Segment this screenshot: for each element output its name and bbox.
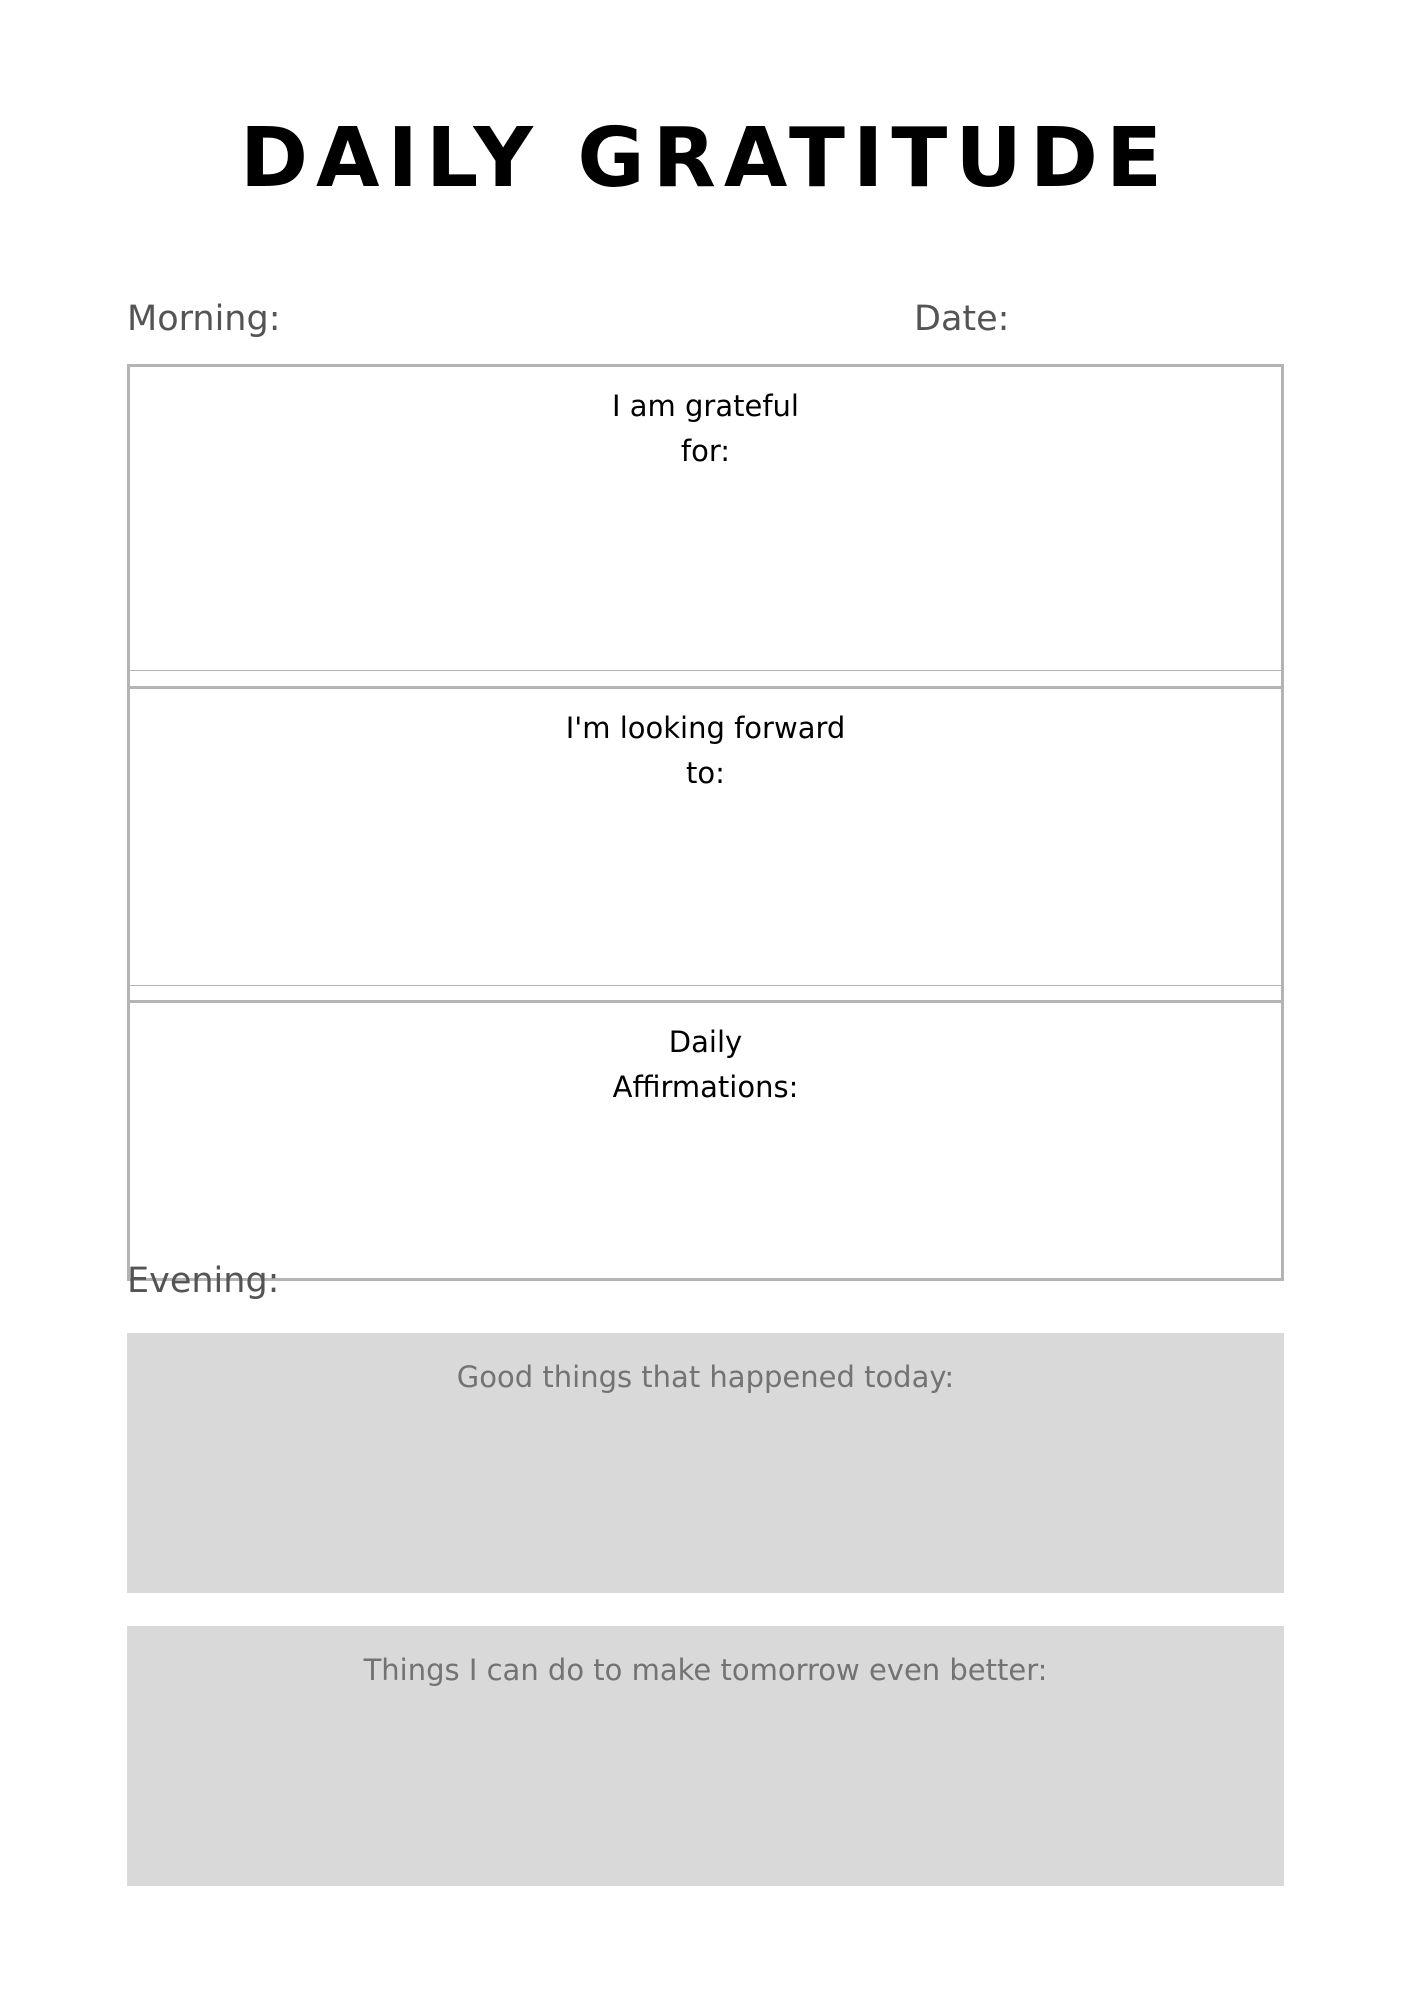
evening-label: Evening:: [127, 1261, 280, 1301]
looking-forward-box[interactable]: [127, 686, 1284, 988]
grateful-for-heading: I am grateful for:: [612, 389, 799, 468]
looking-forward-heading: I'm looking forward to:: [565, 711, 846, 790]
grateful-for-box[interactable]: [127, 364, 1284, 673]
date-label: Date:: [914, 299, 1010, 339]
page-title: DAILY GRATITUDE: [239, 111, 1171, 206]
good-things-box[interactable]: [127, 1333, 1284, 1593]
morning-label: Morning:: [127, 299, 281, 339]
good-things-heading: Good things that happened today:: [456, 1360, 955, 1394]
tomorrow-better-heading: Things I can do to make tomorrow even better:: [363, 1653, 1048, 1687]
affirmations-heading: Daily Affirmations:: [612, 1025, 799, 1104]
affirmations-box[interactable]: [127, 1000, 1284, 1281]
tomorrow-better-box[interactable]: [127, 1626, 1284, 1886]
